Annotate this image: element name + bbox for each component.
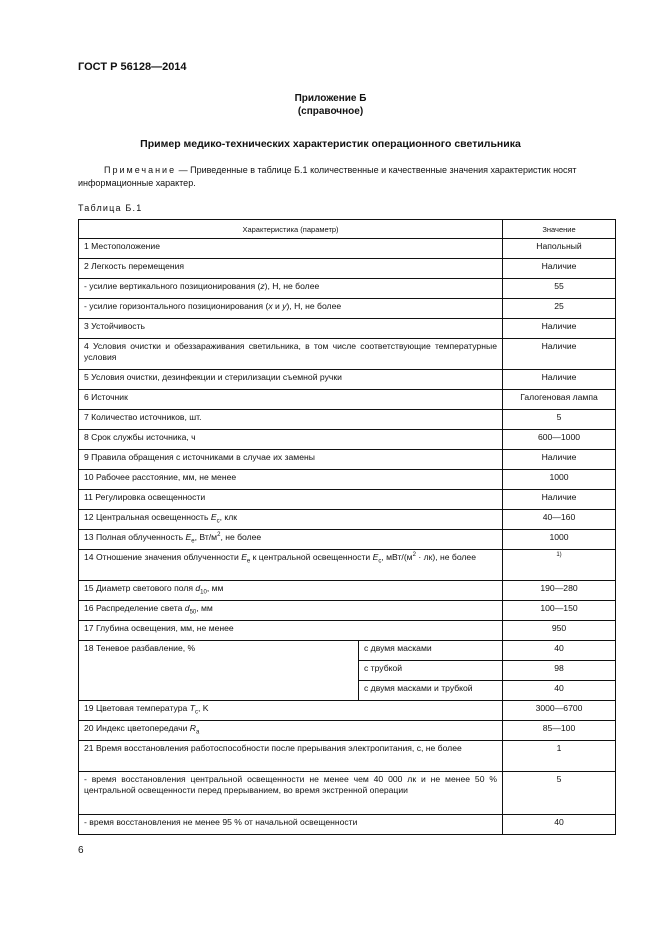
table-header-row bbox=[79, 220, 616, 239]
table-row bbox=[79, 721, 616, 741]
row-value: 55 bbox=[503, 279, 616, 299]
row-value: 1000 bbox=[503, 530, 616, 550]
row-label: 6 Источник bbox=[79, 390, 503, 410]
row-value: 98 bbox=[503, 661, 616, 681]
table-row bbox=[79, 490, 616, 510]
table-row bbox=[79, 410, 616, 430]
row-value: Наличие bbox=[503, 450, 616, 470]
table-row bbox=[79, 701, 616, 721]
row-label: 7 Количество источников, шт. bbox=[79, 410, 503, 430]
row-value: Наличие bbox=[503, 259, 616, 279]
table-row bbox=[79, 815, 616, 835]
row-value: 3000—6700 bbox=[503, 701, 616, 721]
row-condition: с двумя масками bbox=[359, 641, 503, 661]
row-label: - усилие вертикального позиционирования (z), Н, не более bbox=[79, 279, 503, 299]
row-label: - время восстановления центральной освещенности не менее чем 40 000 лк и не менее 50 % центральной освещенности перед прерыванием, во время экстренной операции bbox=[79, 772, 503, 815]
column-header-characteristic: Характеристика (параметр) bbox=[79, 220, 503, 239]
characteristics-table bbox=[78, 219, 616, 835]
note-text: — Приведенные в таблице Б.1 количественные и качественные значения характеристик носят информационные характер. bbox=[78, 165, 577, 188]
row-label: 9 Правила обращения с источниками в случае их замены bbox=[79, 450, 503, 470]
note-label: Примечание bbox=[104, 165, 177, 175]
table-row bbox=[79, 259, 616, 279]
row-label: 4 Условия очистки и обеззараживания светильника, в том числе соответствующие температурные условия bbox=[79, 339, 503, 370]
row-value: Наличие bbox=[503, 370, 616, 390]
table-row bbox=[79, 741, 616, 772]
table-row bbox=[79, 319, 616, 339]
table-row bbox=[79, 279, 616, 299]
section-heading: Пример медико-технических характеристик операционного светильника bbox=[140, 138, 521, 150]
row-value: Наличие bbox=[503, 490, 616, 510]
page-number: 6 bbox=[78, 845, 84, 856]
row-label: 2 Легкость перемещения bbox=[79, 259, 503, 279]
appendix-header bbox=[0, 92, 661, 118]
row-label: 1 Местоположение bbox=[79, 239, 503, 259]
row-value: 1 bbox=[503, 741, 616, 772]
table-row bbox=[79, 430, 616, 450]
row-label: 11 Регулировка освещенности bbox=[79, 490, 503, 510]
row-label: 14 Отношение значения облученности $E_e$ к центральной освещенности $E_c$, мВт/$(м^2 \cdot лк)$, не более bbox=[79, 550, 503, 581]
row-value: Напольный bbox=[503, 239, 616, 259]
row-value: 5 bbox=[503, 772, 616, 815]
column-header-value: Значение bbox=[503, 220, 616, 239]
table-row bbox=[79, 550, 616, 581]
row-label: 21 Время восстановления работоспособности после прерывания электропитания, с, не более bbox=[79, 741, 503, 772]
table-row bbox=[79, 239, 616, 259]
table-row bbox=[79, 772, 616, 815]
row-value: 1000 bbox=[503, 470, 616, 490]
row-label: 17 Глубина освещения, мм, не менее bbox=[79, 621, 503, 641]
table-row bbox=[79, 601, 616, 621]
row-label: 10 Рабочее расстояние, мм, не менее bbox=[79, 470, 503, 490]
row-label: - время восстановления не менее 95 % от начальной освещенности bbox=[79, 815, 503, 835]
row-value: Наличие bbox=[503, 319, 616, 339]
row-condition: с трубкой bbox=[359, 661, 503, 681]
row-value: 40 bbox=[503, 681, 616, 701]
table-caption: Таблица Б.1 bbox=[78, 203, 143, 213]
row-label: 16 Распределение света $d_{50}$, мм bbox=[79, 601, 503, 621]
table-row bbox=[79, 621, 616, 641]
row-label: 13 Полная облученность $E_e$, $Вт/м^2$, не более bbox=[79, 530, 503, 550]
table-row bbox=[79, 450, 616, 470]
row-label: - усилие горизонтального позиционирования (x и y), Н, не более bbox=[79, 299, 503, 319]
row-label: 8 Срок службы источника, ч bbox=[79, 430, 503, 450]
row-condition: с двумя масками и трубкой bbox=[359, 681, 503, 701]
row-value: 190—280 bbox=[503, 581, 616, 601]
row-value: 40 bbox=[503, 815, 616, 835]
row-value bbox=[503, 550, 616, 581]
table-row bbox=[79, 510, 616, 530]
row-value: Наличие bbox=[503, 339, 616, 370]
row-value: 25 bbox=[503, 299, 616, 319]
row-value: 40 bbox=[503, 641, 616, 661]
note-paragraph bbox=[78, 164, 616, 190]
table-row bbox=[79, 641, 616, 661]
row-value: Галогеновая лампа bbox=[503, 390, 616, 410]
row-value: 85—100 bbox=[503, 721, 616, 741]
appendix-title: Приложение Б bbox=[294, 93, 367, 104]
row-value: 600—1000 bbox=[503, 430, 616, 450]
row-value: 40—160 bbox=[503, 510, 616, 530]
row-label: 19 Цветовая температура $T_c$, K bbox=[79, 701, 503, 721]
table-row bbox=[79, 390, 616, 410]
table-row bbox=[79, 581, 616, 601]
row-label: 3 Устойчивость bbox=[79, 319, 503, 339]
row-label: 20 Индекс цветопередачи $R_a$ bbox=[79, 721, 503, 741]
footnote-marker: 1) bbox=[556, 552, 562, 559]
row-label: 18 Теневое разбавление, % bbox=[79, 641, 359, 701]
table-row bbox=[79, 339, 616, 370]
table-row bbox=[79, 530, 616, 550]
row-value: 100—150 bbox=[503, 601, 616, 621]
row-value: 5 bbox=[503, 410, 616, 430]
table-row bbox=[79, 470, 616, 490]
table-row bbox=[79, 299, 616, 319]
row-value: 950 bbox=[503, 621, 616, 641]
row-label: 12 Центральная освещенность $E_c$, клк bbox=[79, 510, 503, 530]
appendix-type: (справочное) bbox=[297, 106, 364, 117]
row-label: 15 Диаметр светового поля $d_{10}$, мм bbox=[79, 581, 503, 601]
table-row bbox=[79, 370, 616, 390]
standard-code: ГОСТ Р 56128—2014 bbox=[78, 61, 187, 73]
row-label: 5 Условия очистки, дезинфекции и стерилизации съемной ручки bbox=[79, 370, 503, 390]
